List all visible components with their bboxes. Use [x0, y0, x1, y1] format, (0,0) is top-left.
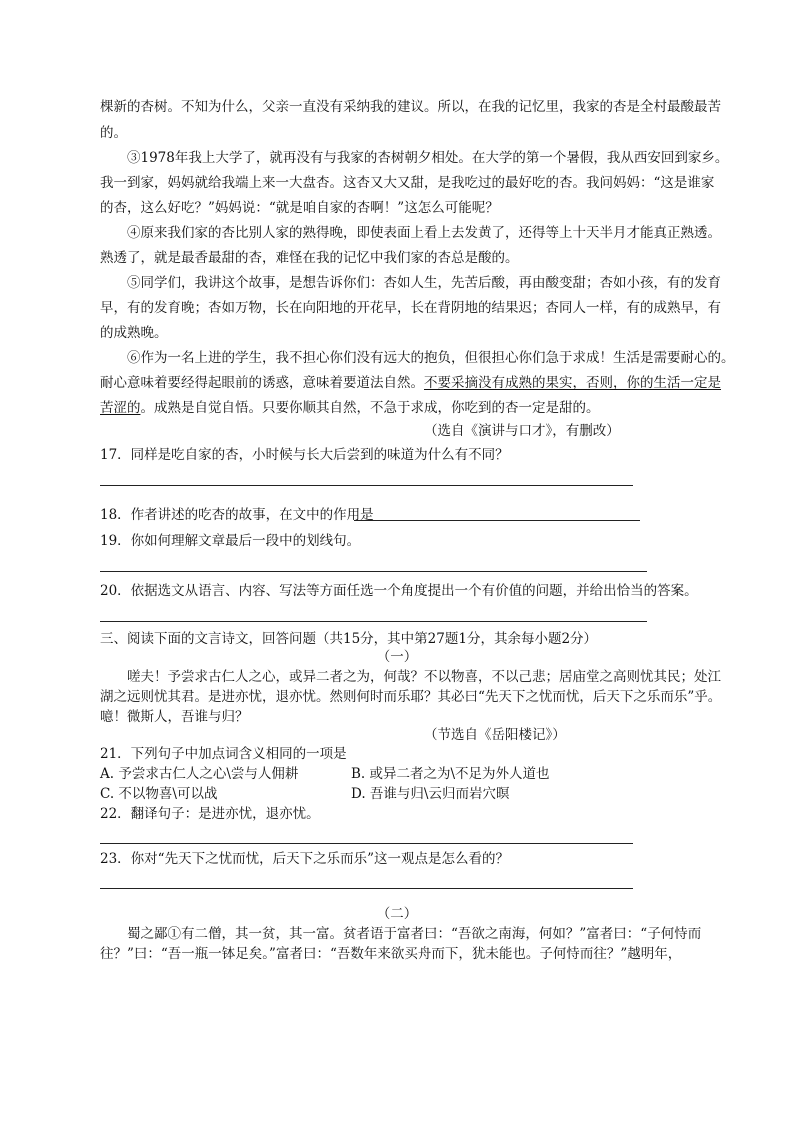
- paragraph-4-line: ④原来我们家的杏比别人家的熟得晚，即使表面上看上去发黄了，还得等上十天半月才能真正熟透。: [127, 225, 721, 241]
- paragraph-4-line: 熟透了，就是最香最甜的杏，难怪在我的记忆中我们家的杏总是酸的。: [100, 250, 519, 266]
- answer-line-23[interactable]: [100, 888, 633, 889]
- paragraph-6-line: ⑥作为一名上进的学生，我不担心你们没有远大的抱负，但很担心你们急于求成！生活是需要耐心的。: [127, 350, 735, 366]
- passage-line: 棵新的杏树。不知为什么，父亲一直没有采纳我的建议。所以，在我的记忆里，我家的杏是全村最酸最苦: [100, 99, 721, 115]
- answer-line-19[interactable]: [100, 571, 647, 572]
- classical-text-line: 湖之远则忧其君。是进亦忧，退亦忧。然则何时而乐耶？其必曰“先天下之忧而忧，后天下之乐而乐”乎。: [100, 689, 722, 705]
- classical-text-line: 噫！微斯人，吾谁与归？: [100, 709, 249, 725]
- paragraph-6-line: [100, 399, 600, 417]
- paragraph-6-text: 耐心意味着要经得起眼前的诱惑，意味着要道法自然。: [100, 375, 424, 391]
- answer-line-20[interactable]: [100, 621, 647, 622]
- option-b[interactable]: B. 或异二者之为\不足为外人道也: [351, 766, 550, 782]
- paragraph-5-line: 的成熟晚。: [100, 325, 168, 341]
- story-text-line: 往？”曰：“吾一瓶一钵足矣。”富者曰：“吾数年来欲买舟而下，犹未能也。子何恃而往？”越明年，: [100, 946, 682, 962]
- paragraph-3-line: ③1978年我上大学了，就再没有与我家的杏树朝夕相处。在大学的第一个暑假，我从西安回到家乡。: [127, 150, 729, 166]
- answer-line-22[interactable]: [100, 843, 633, 844]
- story-text-line: 蜀之鄙①有二僧，其一贫，其一富。贫者语于富者曰：“吾欲之南海，何如？”富者曰：“子何恃而: [127, 926, 702, 942]
- passage-source: （选自《演讲与口才》，有删改）: [424, 423, 620, 439]
- answer-line-17[interactable]: [100, 485, 633, 486]
- paragraph-3-line: 我一到家，妈妈就给我端上来一大盘杏。这杏又大又甜，是我吃过的最好吃的杏。我问妈妈：“这是谁家: [100, 175, 715, 191]
- paragraph-5-line: 早，有的发育晚；杏如万物，长在向阳地的开花早，长在背阴地的结果迟；杏同人一样，有的成熟早，有: [100, 300, 721, 316]
- paragraph-6-text: 。成熟是自觉自悟。只要你顺其自然，不急于求成，你吃到的杏一定是甜的。: [140, 400, 600, 416]
- question-17: 17．同样是吃自家的杏，小时候与长大后尝到的味道为什么有不同？: [100, 447, 509, 463]
- part-1-title: （一）: [376, 649, 418, 665]
- option-a[interactable]: A. 予尝求古仁人之心\尝与人佣耕: [100, 766, 299, 782]
- underlined-sentence: 苦涩的: [100, 400, 141, 416]
- option-d[interactable]: D. 吾谁与归\云归而岩穴暝: [351, 786, 510, 802]
- question-19: 19．你如何理解文章最后一段中的划线句。: [100, 533, 361, 549]
- classical-text-line: 嗟夫！予尝求古仁人之心，或异二者之为，何哉？不以物喜，不以己悲；居庙堂之高则忧其民；处江: [127, 669, 721, 685]
- passage-line: 的。: [100, 125, 127, 141]
- part-2-title: （二）: [376, 906, 418, 922]
- paragraph-6-line: [100, 374, 721, 392]
- underlined-sentence: 不要采摘没有成熟的果实，否则，你的生活一定是: [424, 375, 721, 391]
- paragraph-5-line: ⑤同学们，我讲这个故事，是想告诉你们：杏如人生，先苦后酸，再由酸变甜；杏如小孩，有的发育: [127, 275, 721, 291]
- option-c[interactable]: C. 不以物喜\可以战: [100, 786, 218, 802]
- answer-line-18[interactable]: [354, 520, 640, 521]
- classical-source: （节选自《岳阳楼记》）: [424, 727, 566, 743]
- paragraph-3-line: 的杏，这么好吃？”妈妈说：“就是咱自家的杏啊！”这怎么可能呢？: [100, 200, 499, 216]
- question-22: 22．翻译句子：是进亦忧，退亦忧。: [100, 806, 320, 822]
- question-20: 20．依据选文从语言、内容、写法等方面任选一个角度提出一个有价值的问题，并给出恰当的答案。: [100, 583, 698, 599]
- question-23: 23．你对“先天下之忧而忧，后天下之乐而乐”这一观点是怎么看的？: [100, 851, 509, 867]
- question-21: 21．下列句子中加点词含义相同的一项是: [100, 746, 347, 762]
- question-18: 18．作者讲述的吃杏的故事，在文中的作用是: [100, 507, 374, 523]
- section-3-heading: 三、阅读下面的文言诗文，回答问题（共15分，其中第27题1分，其余每小题2分）: [100, 631, 598, 647]
